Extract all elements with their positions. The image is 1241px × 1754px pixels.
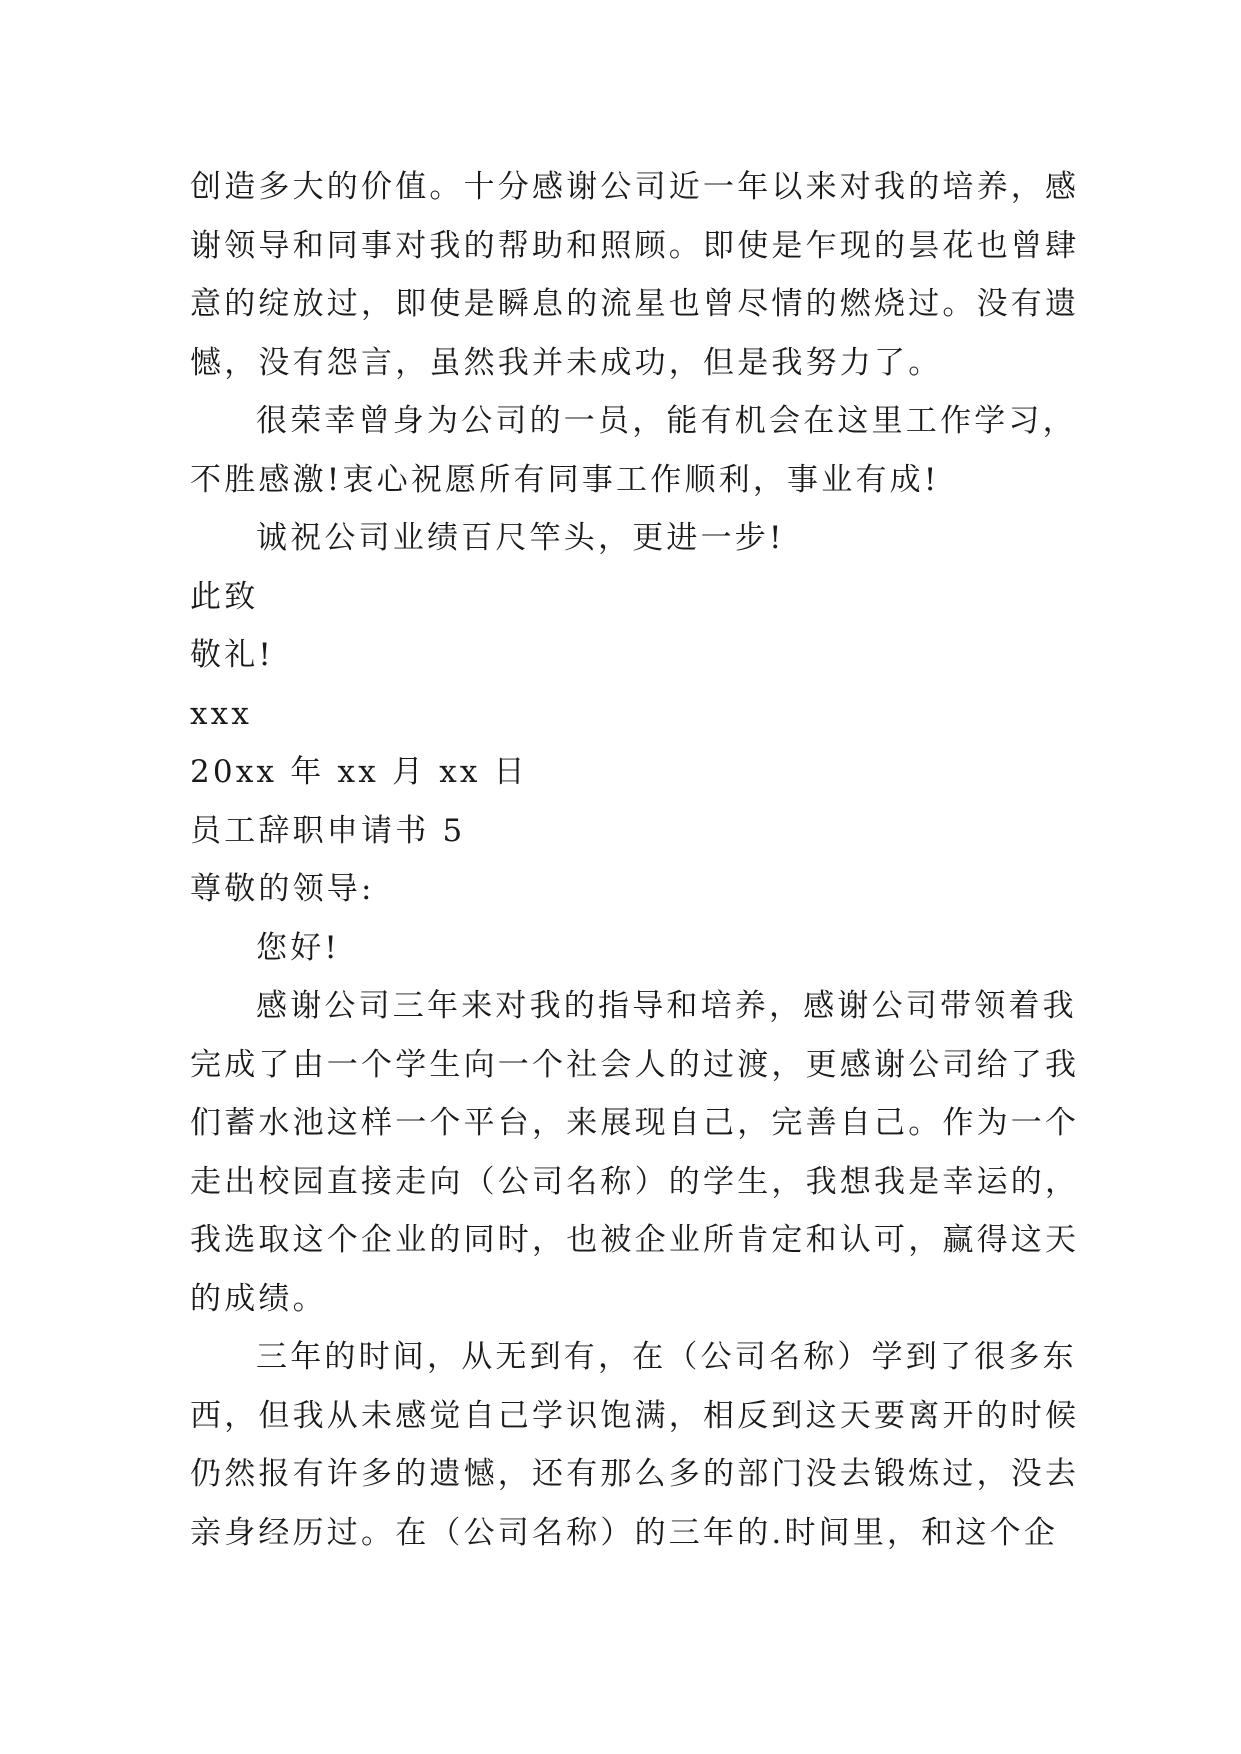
- text-line: 走出校园直接走向（公司名称）的学生，我想我是幸运的，: [190, 1163, 1080, 1200]
- text-line: 意的绽放过，即使是瞬息的流星也曾尽情的燃烧过。没有遗: [190, 286, 1080, 322]
- text-line: 员工辞职申请书 5: [190, 812, 466, 849]
- text-line: 完成了由一个学生向一个社会人的过渡，更感谢公司给了我: [190, 1046, 1080, 1083]
- text-line: 很荣幸曾身为公司的一员，能有机会在这里工作学习，: [256, 403, 1077, 439]
- document-body: [190, 158, 1080, 1562]
- text-line: 三年的时间，从无到有，在（公司名称）学到了很多东: [256, 1339, 1077, 1375]
- text-line: 此致: [190, 578, 259, 615]
- text-line: 我选取这个企业的同时，也被企业所肯定和认可，赢得这天: [190, 1222, 1080, 1258]
- text-line: 诚祝公司业绩百尺竿头，更进一步!: [256, 520, 785, 556]
- text-line: 仍然报有许多的遗憾，还有那么多的部门没去锻炼过，没去: [190, 1456, 1080, 1492]
- text-line: 亲身经历过。在（公司名称）的三年的.时间里，和这个企: [190, 1514, 1059, 1551]
- text-line: 敬礼!: [190, 637, 275, 673]
- text-line: 们蓄水池这样一个平台，来展现自己，完善自己。作为一个: [190, 1105, 1080, 1141]
- text-line: 不胜感激!衷心祝愿所有同事工作顺利，事业有成!: [190, 461, 940, 498]
- text-line: 尊敬的领导:: [190, 871, 375, 907]
- text-line: 西，但我从未感觉自己学识饱满，相反到这天要离开的时候: [190, 1397, 1080, 1434]
- text-line: xxx: [190, 695, 253, 732]
- text-line: 的成绩。: [190, 1280, 327, 1317]
- text-line: 20xx 年 xx 月 xx 日: [190, 754, 528, 790]
- text-line: 您好!: [256, 929, 341, 966]
- text-line: 谢领导和同事对我的帮助和照顾。即使是乍现的昙花也曾肆: [190, 227, 1080, 264]
- text-line: 创造多大的价值。十分感谢公司近一年以来对我的培养，感: [190, 169, 1080, 205]
- text-line: 感谢公司三年来对我的指导和培养，感谢公司带领着我: [256, 988, 1077, 1024]
- text-line: 憾，没有怨言，虽然我并未成功，但是我努力了。: [190, 344, 943, 381]
